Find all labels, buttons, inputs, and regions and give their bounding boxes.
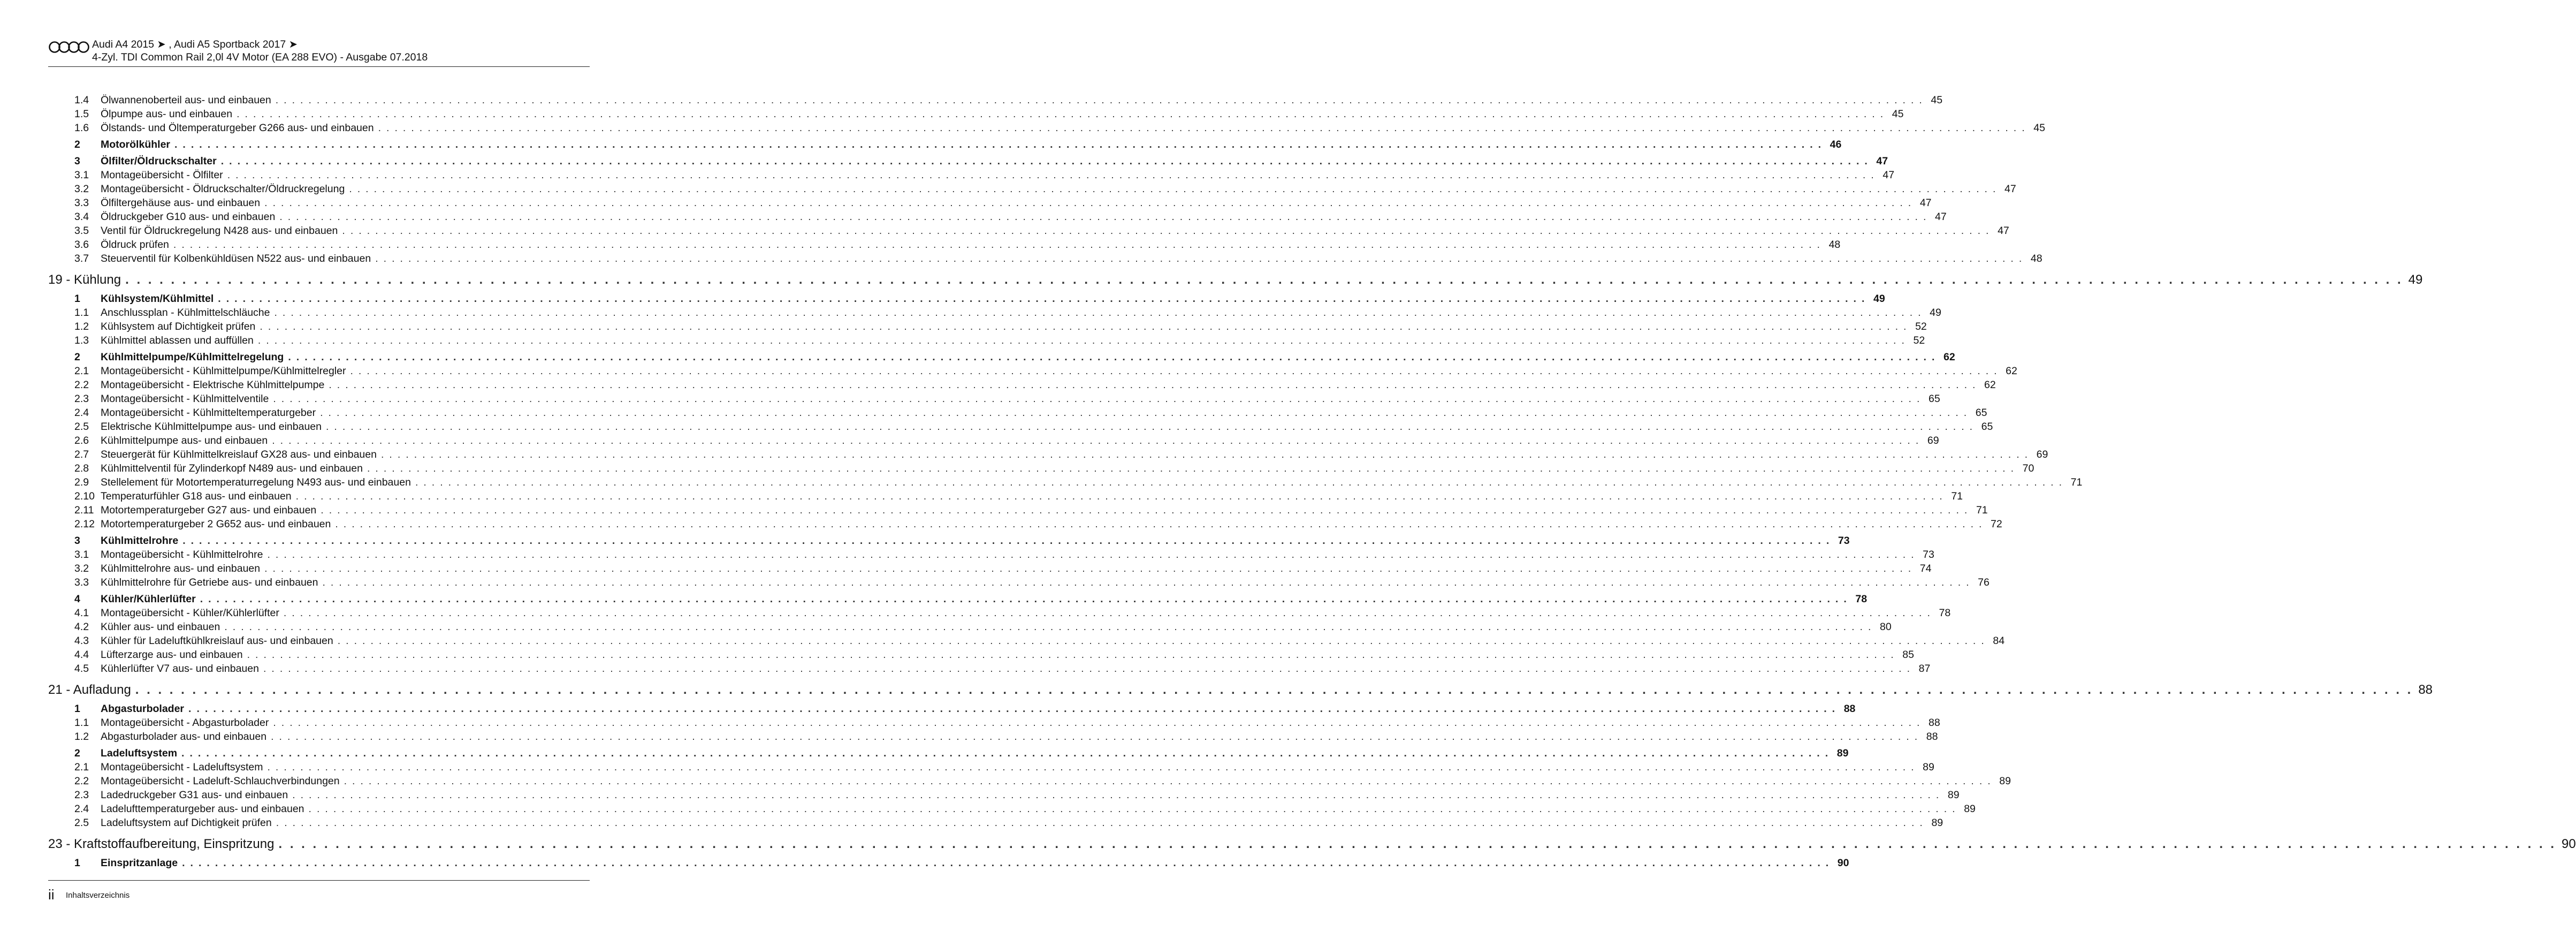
toc-entry-number: 4 [74,593,80,605]
audi-rings-logo [48,41,90,54]
toc-entry-page: 47 [2004,183,2016,195]
toc-entry-title: Kühlmittelventil für Zylinderkopf N489 aus- und einbauen [101,463,363,474]
toc-entry-page: 49 [1873,293,1885,305]
toc-subsection-entry[interactable] [48,760,1934,774]
toc-entry-number: 4.3 [74,635,89,647]
toc-subsection-entry[interactable] [48,634,2005,648]
toc-entry-title: Montageübersicht - Öldruckschalter/Öldruckregelung [101,183,345,195]
toc-dot-leader: . . . . . . . . . . . . . . . . . . . . . . . . . . . . . . . . . . . . . . . . . . . . . . . . . . . . . . . . . . . . . . . . . . . . . . . . . . . . . . . . . . . . . . . . . . . . . . . . . . . . . . . . . . . . . . . . . . . . . . . . . . . . . . . . . . . . . . . . . . . . . . . . . . . . . . . . . . . . . . . . . . . . . . . . . . . . . . . . . . . . . . . . . . . . . . . . . . . . . . . . [329,379,1977,391]
toc-dot-leader: . . . . . . . . . . . . . . . . . . . . . . . . . . . . . . . . . . . . . . . . . . . . . . . . . . . . . . . . . . . . . . . . . . . . . . . . . . . . . . . . . . . . . . . . . . . . . . . . . . . . . . . . . . . . . . . . . . . . . . . . . . . . . . . . . . . . . . . . . . . . . . . . . . . . . . . . . . . . . . . . . . . . . . . . . . . . . . . . . . . . . . . . . . . . . . . . . . . . . . . . [321,504,1969,516]
toc-subsection-entry[interactable] [48,306,1941,320]
toc-subsection-entry[interactable] [48,420,1993,434]
toc-dot-leader: . . . . . . . . . . . . . . . . . . . . . . . . . . . . . . . . . . . . . . . . . . . . . . . . . . . . . . . . . . . . . . . . . . . . . . . . . . . . . . . . . . . . . . . . . . . . . . . . . . . . . . . . . . . . . . . . . . . . . . . . . . . . . . . . . . . . . . . . . . . . . . . . . . . . . . . . . . . . . . . . . . . . . . . . . . . . . . . . . . . . . . . . . . . . . . . . . . . . . . . . [380,449,2029,460]
toc-entry-page: 89 [1836,747,1849,759]
toc-entry-page: 62 [1984,379,1996,391]
toc-entry-number: 3 [74,535,80,547]
toc-dot-leader: . . . . . . . . . . . . . . . . . . . . . . . . . . . . . . . . . . . . . . . . . . . . . . . . . . . . . . . . . . . . . . . . . . . . . . . . . . . . . . . . . . . . . . . . . . . . . . . . . . . . . . . . . . . . . . . . . . . . . . . . . . . . . . . . . . . . . . . . . . . . . . . . . . . . . . . . . . . . . . . . . . . . . . . . . . . . . . . . . . . . . . . . . . . . . . . . . . . . . . . . [263,663,1911,675]
toc-subsection-entry[interactable] [48,562,1932,575]
toc-dot-leader: . . . . . . . . . . . . . . . . . . . . . . . . . . . . . . . . . . . . . . . . . . . . . . . . . . . . . . . . . . . . . . . . . . . . . . . . . . . . . . . . . . . . . . . . . . . . . . . . . . . . . . . . . . . . . . . . . . . . . . . . . . . . . . . . . . . . . . . . . . . . . . . . . . . . . . . . . . . . . . . . . . . . . . . . . . . . . . . . . . . . . . . . . . . . . . . . . . . . . . . . [279,211,1927,223]
toc-entry-page: 84 [1993,635,2005,647]
toc-subsection-entry[interactable] [48,378,1996,392]
toc-entry-title: 21 - Aufladung [48,683,131,697]
toc-entry-title: Kühlerlüfter V7 aus- und einbauen [101,663,259,675]
toc-entry-title: Montageübersicht - Kühlmittelpumpe/Kühlmittelregler [101,365,346,377]
header-divider [48,66,590,67]
toc-entry-page: 47 [1934,211,1947,223]
toc-entry-title: Elektrische Kühlmittelpumpe aus- und einbauen [101,421,322,433]
toc-entry-title: Abgasturbolader [101,703,185,715]
toc-entry-page: 69 [2036,449,2048,460]
toc-entry-number: 2.9 [74,476,89,488]
toc-entry-number: 4.1 [74,607,89,619]
toc-entry-page: 65 [1981,421,1993,433]
toc-dot-leader: . . . . . . . . . . . . . . . . . . . . . . . . . . . . . . . . . . . . . . . . . . . . . . . . . . . . . . . . . . . . . . . . . . . . . . . . . . . . . . . . . . . . . . . . . . . . . . . . . . . . . . . . . . . . . . . . . . . . . . . . . . . . . . . . . . . . . . . . . . . . . . . . . . . . . . . . . . . . . . . . . . . . . . . . . . . . . . . . . . . . . . . . . . . . . . . . . . . . . . . . [335,518,1983,530]
toc-entry-number: 1.6 [74,122,89,134]
toc-entry-number: 2.4 [74,803,89,815]
toc-entry-number: 3.5 [74,225,89,237]
toc-entry-title: Montageübersicht - Elektrische Kühlmittelpumpe [101,379,325,391]
toc-entry-page: 46 [1830,139,1842,150]
toc-dot-leader: . . . . . . . . . . . . . . . . . . . . . . . . . . . . . . . . . . . . . . . . . . . . . . . . . . . . . . . . . . . . . . . . . . . . . . . . . . . . . . . . . . . . . . . . . . . . . . . . . . . . . . . . . . . . . . . . . . . . . . . . . . . . . . . . . . . . . . . . . . . . . . . . . . . . . . . . . . . . . . . . . . . . . . . . . . . . . . . . . . . . . . . . . . . . . . . . . . . . . . . . [349,183,1997,195]
toc-dot-leader: . . . . . . . . . . . . . . . . . . . . . . . . . . . . . . . . . . . . . . . . . . . . . . . . . . . . . . . . . . . . . . . . . . . . . . . . . . . . . . . . . . . . . . . . . . . . . . . . . . . . . . . . . . . . . . . . . . . . . . . . . . . . . . . . . . . . . . . . . . . . . . . . . . . . . . . . . . . . . . . . . . . . . . . . . . . . . . . . . . . . . . . . . . . . . . . . . . . . . . . . [264,197,1912,209]
toc-subsection-entry[interactable] [48,196,1932,210]
toc-dot-leader: . . . . . . . . . . . . . . . . . . . . . . . . . . . . . . . . . . . . . . . . . . . . . . . . . . . . . . . . . . . . . . . . . . . . . . . . . . . . . . . . . . . . . . . . . . . . . . . . . . . . . . . . . . . . . . . . . . . . . . . . . . . . . . . . . . . . . . . . . . . . . . . . . . . . . . . . . . . . . . . . . . . . . . . . . . . . . . . . . . . . . . . . . . . . . . . . . . . . . . . . [308,803,1956,815]
toc-entry-number: 3.1 [74,549,89,561]
toc-entry-number: 1 [74,293,80,305]
toc-entry-page: 89 [1964,803,1976,815]
toc-entry-title: Ölwannenoberteil aus- und einbauen [101,94,271,106]
toc-entry-page: 71 [2070,476,2083,488]
toc-dot-leader: . . . . . . . . . . . . . . . . . . . . . . . . . . . . . . . . . . . . . . . . . . . . . . . . . . . . . . . . . . . . . . . . . . . . . . . . . . . . . . . . . . . . . . . . . . . . . . . . . . . . . . . . . . . . . . . . . . . . . . . . . . . . . . . . . . . . . . . . . . . . . . . . . . . . . . . . . . . . . . . . . . . . . . . . . . . . . . . . . . . . . . . . . . . . . . . . . . . . . . . . [337,635,1986,647]
toc-subsection-entry[interactable] [48,489,1963,503]
toc-subsection-entry[interactable] [48,475,2083,489]
toc-entry-page: 69 [1927,435,1939,446]
toc-entry-page: 47 [1883,169,1895,181]
toc-subsection-entry[interactable] [48,620,1892,634]
toc-dot-leader: . . . . . . . . . . . . . . . . . . . . . . . . . . . . . . . . . . . . . . . . . . . . . . . . . . . . . . . . . . . . . . . . . . . . . . . . . . . . . . . . . . . . . . . . . . . . . . . . . . . . . . . . . . . . . . . . . . . . . . . . . . . . . . . . . . . . . . . . . . . . . . . . . . . . . . . . . . . . . . . . . . . . . . . . . . . . . . . . . . . . . . . . . . . . . . . . . . . . . . . . [320,407,1968,419]
toc-entry-title: Motorölkühler [101,139,170,150]
toc-subsection-entry[interactable] [48,648,1914,662]
toc-entry-page: 48 [1828,239,1841,251]
toc-subsection-entry[interactable] [48,252,2042,266]
toc-entry-number: 2.2 [74,379,89,391]
toc-entry-number: 1.3 [74,335,89,346]
toc-dot-leader: . . . . . . . . . . . . . . . . . . . . . . . . . . . . . . . . . . . . . . . . . . . . . . . . . . . . . . . . . . . . . . . . . . . . . . . . . . . . . . . . . . . . . . . . . . . . . . . . . . . . . . . . . . . . . . . . . . . . . . . . . . . . . . . . . . . . . . . . . . . . . . . . . . . . . . . . . . . . . . . . . . . . . . . . . . . . . . . . . . . . . . . . . . . . . . . . . . . . . . . . [292,789,1940,801]
toc-dot-leader: . . . . . . . . . . . . . . . . . . . . . . . . . . . . . . . . . . . . . . . . . . . . . . . . . . . . . . . . . . . . . . . . . . . . . . . . . . . . . . . . . . . . . . . . . . . . . . . . . . . . . . . . . . . . . . . . . . . . . . . . . . . . . . . . . . . . . . . . . . . . . . . . . . . . . . . . . . . . . . . . . . . . . . . . . . . . . . . . . . . . . . . . . . . . . . . . . . . . . . . . [272,435,1920,446]
toc-subsection-entry[interactable] [48,774,2011,788]
toc-entry-number: 2.6 [74,435,89,446]
toc-subsection-entry[interactable] [48,392,1940,406]
toc-entry-number: 3.2 [74,183,89,195]
toc-entry-title: Montageübersicht - Kühlmittelrohre [101,549,263,561]
toc-subsection-entry[interactable] [48,802,1976,816]
toc-entry-number: 2.4 [74,407,89,419]
toc-entry-title: Montageübersicht - Kühlmittelventile [101,393,269,405]
toc-entry-title: Steuerventil für Kolbenkühldüsen N522 aus- und einbauen [101,253,371,264]
toc-entry-number: 1 [74,703,80,715]
toc-subsection-entry[interactable] [48,210,1947,224]
toc-entry-page: 45 [1931,94,1943,106]
toc-entry-page: 62 [1944,351,1955,363]
toc-subsection-entry[interactable] [48,364,2017,378]
toc-entry-number: 3 [74,155,80,167]
toc-entry-title: Kühler aus- und einbauen [101,621,220,633]
toc-dot-leader: . . . . . . . . . . . . . . . . . . . . . . . . . . . . . . . . . . . . . . . . . . . . . . . . . . . . . . . . . . . . . . . . . . . . . . . . . . . . . . . . . . . . . . . . . . . . . . . . . . . . . . . . . . . . . . . . . . . . . . . . . . . . . . . . . . . . . . . . . . . . . . . . . . . . . . . . . . . . . . . . . . . . . . . . . . . . . . . . . . . . . . . . . . . . . . . . . . . . . . . . [271,731,1919,743]
toc-entry-number: 2.1 [74,365,89,377]
toc-entry-number: 2.8 [74,463,89,474]
toc-dot-leader: . . . . . . . . . . . . . . . . . . . . . . . . . . . . . . . . . . . . . . . . . . . . . . . . . . . . . . . . . . . . . . . . . . . . . . . . . . . . . . . . . . . . . . . . . . . . . . . . . . . . . . . . . . . . . . . . . . . . . . . . . . . . . . . . . . . . . . . . . . . . . . . . . . . . . . . . . . . . . . . . . . . . . . . . . . . . . . . . . . . . . . . . . . . . . . . . . . . . . . . . [264,563,1912,574]
toc-entry-page: 76 [1978,577,1990,588]
toc-entry-page: 73 [1923,549,1934,561]
toc-subsection-entry[interactable] [48,406,1987,420]
toc-entry-title: Lüfterzarge aus- und einbauen [101,649,243,661]
toc-entry-title: Anschlussplan - Kühlmittelschläuche [101,307,270,319]
toc-subsection-entry[interactable] [48,517,2002,531]
toc-chapter-entry[interactable] [48,835,2576,853]
toc-dot-leader: . . . . . . . . . . . . . . . . . . . . . . . . . . . . . . . . . . . . . . . . . . . . . . . . . . . . . . . . . . . . . . . . . . . . . . . . . . . . . . . . . . . . . . . . . . . . . . . . . . . . . . . . . . . . . . . . . . . . . . . . . . . . . . . . . . . . . . . . . . . . . . . . . . . . . . . . . . . . . . . . . . . . . . . . . . . . . . . . . . . . . . . . . . . . . . . . . . . . . . . . [181,747,1830,759]
toc-entry-number: 2.7 [74,449,89,460]
toc-entry-page: 88 [1843,703,1856,715]
toc-entry-page: 88 [1926,731,1938,743]
toc-dot-leader: . . . . . . . . . . . . . . . . . . . . . . . . . . . . . . . . . . . . . . . . . . . . . . . . . . . . . . . . . . . . . . . . . . . . . . . . . . . . . . . . . . . . . . . . . . . . . . . . . . . . . . . . . . . . . . . . . . . . . . . . . . . . . . . . . . . . . . . . . . . . . . . . . . . . . . . . . . . . . . . . . . . . . . . . . . . . . . . . . . . . . . . . . . . . . . . . . . . . . . . . [278,837,2557,851]
toc-dot-leader: . . . . . . . . . . . . . . . . . . . . . . . . . . . . . . . . . . . . . . . . . . . . . . . . . . . . . . . . . . . . . . . . . . . . . . . . . . . . . . . . . . . . . . . . . . . . . . . . . . . . . . . . . . . . . . . . . . . . . . . . . . . . . . . . . . . . . . . . . . . . . . . . . . . . . . . . . . . . . . . . . . . . . . . . . . . . . . . . . . . . . . . . . . . . . . . . . . . . . . . . [200,593,1848,605]
toc-entry-number: 3.4 [74,211,89,223]
toc-chapter-entry[interactable] [48,271,2423,289]
toc-entry-number: 2.3 [74,393,89,405]
toc-entry-page: 90 [1837,857,1849,869]
toc-dot-leader: . . . . . . . . . . . . . . . . . . . . . . . . . . . . . . . . . . . . . . . . . . . . . . . . . . . . . . . . . . . . . . . . . . . . . . . . . . . . . . . . . . . . . . . . . . . . . . . . . . . . . . . . . . . . . . . . . . . . . . . . . . . . . . . . . . . . . . . . . . . . . . . . . . . . . . . . . . . . . . . . . . . . . . . . . . . . . . . . . . . . . . . . . . . . . . . . . . . . . . . . [247,649,1895,661]
toc-entry-page: 47 [1876,155,1888,167]
toc-entry-page: 89 [1947,789,1960,801]
toc-entry-page: 45 [1892,108,1904,120]
toc-entry-page: 87 [1918,663,1931,675]
toc-section-entry[interactable] [48,534,1850,548]
toc-entry-page: 88 [1929,717,1940,729]
toc-entry-title: Kühlmittelpumpe/Kühlmittelregelung [101,351,284,363]
toc-entry-number: 1.1 [74,717,89,729]
toc-entry-number: 1.2 [74,731,89,743]
table-of-contents [48,93,2576,870]
toc-subsection-entry[interactable] [48,238,1841,252]
page-header [48,39,590,66]
toc-dot-leader: . . . . . . . . . . . . . . . . . . . . . . . . . . . . . . . . . . . . . . . . . . . . . . . . . . . . . . . . . . . . . . . . . . . . . . . . . . . . . . . . . . . . . . . . . . . . . . . . . . . . . . . . . . . . . . . . . . . . . . . . . . . . . . . . . . . . . . . . . . . . . . . . . . . . . . . . . . . . . . . . . . . . . . . . . . . . . . . . . . . . . . . . . . . . . . . . . . . . . . . . [276,817,1924,829]
toc-entry-title: Ladeluftsystem auf Dichtigkeit prüfen [101,817,272,829]
toc-entry-page: 65 [1975,407,1987,419]
toc-subsection-entry[interactable] [48,716,1940,730]
toc-entry-page: 89 [1999,775,2011,787]
toc-entry-page: 70 [2022,463,2034,474]
toc-entry-title: Montageübersicht - Ladeluftsystem [101,761,263,773]
toc-entry-title: Montageübersicht - Ölfilter [101,169,223,181]
toc-subsection-entry[interactable] [48,448,2048,461]
toc-entry-number: 4.5 [74,663,89,675]
toc-entry-title: 23 - Kraftstoffaufbereitung, Einspritzung [48,837,275,851]
toc-subsection-entry[interactable] [48,606,1951,620]
toc-entry-number: 2.5 [74,421,89,433]
toc-entry-number: 2 [74,351,80,363]
toc-entry-number: 2.5 [74,817,89,829]
toc-entry-title: Kühlmittelrohre [101,535,179,547]
toc-entry-title: Kühler/Kühlerlüfter [101,593,196,605]
toc-dot-leader: . . . . . . . . . . . . . . . . . . . . . . . . . . . . . . . . . . . . . . . . . . . . . . . . . . . . . . . . . . . . . . . . . . . . . . . . . . . . . . . . . . . . . . . . . . . . . . . . . . . . . . . . . . . . . . . . . . . . . . . . . . . . . . . . . . . . . . . . . . . . . . . . . . . . . . . . . . . . . . . . . . . . . . . . . . . . . . . . . . . . . . . . . . . . . . . . . . . . . . . . [173,239,1822,251]
toc-dot-leader: . . . . . . . . . . . . . . . . . . . . . . . . . . . . . . . . . . . . . . . . . . . . . . . . . . . . . . . . . . . . . . . . . . . . . . . . . . . . . . . . . . . . . . . . . . . . . . . . . . . . . . . . . . . . . . . . . . . . . . . . . . . . . . . . . . . . . . . . . . . . . . . . . . . . . . . . . . . . . . . . . . . . . . . . . . . . . . . . . . . . . . . . . . . . . . . . . . . . . . . . [295,490,1944,502]
toc-subsection-entry[interactable] [48,816,1944,830]
toc-entry-title: Kühlmittelrohre für Getriebe aus- und einbauen [101,577,318,588]
toc-subsection-entry[interactable] [48,93,1943,107]
toc-dot-leader: . . . . . . . . . . . . . . . . . . . . . . . . . . . . . . . . . . . . . . . . . . . . . . . . . . . . . . . . . . . . . . . . . . . . . . . . . . . . . . . . . . . . . . . . . . . . . . . . . . . . . . . . . . . . . . . . . . . . . . . . . . . . . . . . . . . . . . . . . . . . . . . . . . . . . . . . . . . . . . . . . . . . . . . . . . . . . . . . . . . . . . . . . . . . . . . . . . . . . . . . [224,621,1872,633]
toc-entry-page: 52 [1915,321,1927,332]
toc-section-entry[interactable] [48,138,1842,152]
toc-subsection-entry[interactable] [48,575,1990,589]
toc-subsection-entry[interactable] [48,168,1895,182]
toc-subsection-entry[interactable] [48,182,2016,196]
toc-entry-number: 2.2 [74,775,89,787]
toc-dot-leader: . . . . . . . . . . . . . . . . . . . . . . . . . . . . . . . . . . . . . . . . . . . . . . . . . . . . . . . . . . . . . . . . . . . . . . . . . . . . . . . . . . . . . . . . . . . . . . . . . . . . . . . . . . . . . . . . . . . . . . . . . . . . . . . . . . . . . . . . . . . . . . . . . . . . . . . . . . . . . . . . . . . . . . . . . . . . . . . . . . . . . . . . . . . . . . . . . . . . . . . . [375,253,2023,264]
toc-entry-title: Ölstands- und Öltemperaturgeber G266 aus- und einbauen [101,122,374,134]
footer-label: Inhaltsverzeichnis [66,891,130,900]
footer-divider [48,880,590,881]
toc-dot-leader: . . . . . . . . . . . . . . . . . . . . . . . . . . . . . . . . . . . . . . . . . . . . . . . . . . . . . . . . . . . . . . . . . . . . . . . . . . . . . . . . . . . . . . . . . . . . . . . . . . . . . . . . . . . . . . . . . . . . . . . . . . . . . . . . . . . . . . . . . . . . . . . . . . . . . . . . . . . . . . . . . . . . . . . . . . . . . . . . . . . . . . . . . . . . . . . . . . . . . . . . [188,703,1836,715]
toc-entry-number: 3.3 [74,577,89,588]
toc-subsection-entry[interactable] [48,224,2009,238]
toc-entry-number: 3.2 [74,563,89,574]
toc-section-entry[interactable] [48,350,1955,364]
toc-entry-title: Montageübersicht - Kühler/Kühlerlüfter [101,607,279,619]
toc-section-entry[interactable] [48,592,1868,606]
toc-entry-page: 90 [2562,837,2576,851]
toc-subsection-entry[interactable] [48,461,2034,475]
toc-entry-number: 1 [74,857,80,869]
toc-entry-title: Motortemperaturgeber 2 G652 aus- und einbauen [101,518,331,530]
toc-entry-title: Montageübersicht - Kühlmitteltemperaturgeber [101,407,316,419]
toc-dot-leader: . . . . . . . . . . . . . . . . . . . . . . . . . . . . . . . . . . . . . . . . . . . . . . . . . . . . . . . . . . . . . . . . . . . . . . . . . . . . . . . . . . . . . . . . . . . . . . . . . . . . . . . . . . . . . . . . . . . . . . . . . . . . . . . . . . . . . . . . . . . . . . . . . . . . . . . . . . . . . . . . . . . . . . . . . . . . . . . . . . . . . . . . . . . . . . . . . . . . . . . . [174,139,1823,150]
toc-entry-page: 48 [2030,253,2042,264]
toc-entry-number: 3.1 [74,169,89,181]
toc-entry-page: 78 [1855,593,1868,605]
toc-entry-number: 1.4 [74,94,89,106]
toc-entry-page: 78 [1939,607,1951,619]
toc-section-entry[interactable] [48,746,1849,760]
toc-dot-leader: . . . . . . . . . . . . . . . . . . . . . . . . . . . . . . . . . . . . . . . . . . . . . . . . . . . . . . . . . . . . . . . . . . . . . . . . . . . . . . . . . . . . . . . . . . . . . . . . . . . . . . . . . . . . . . . . . . . . . . . . . . . . . . . . . . . . . . . . . . . . . . . . . . . . . . . . . . . . . . . . . . . . . . . . . . . . . . . . . . . . . . . . . . . . . . . . . . . . . . . . [218,293,1866,305]
toc-dot-leader: . . . . . . . . . . . . . . . . . . . . . . . . . . . . . . . . . . . . . . . . . . . . . . . . . . . . . . . . . . . . . . . . . . . . . . . . . . . . . . . . . . . . . . . . . . . . . . . . . . . . . . . . . . . . . . . . . . . . . . . . . . . . . . . . . . . . . . . . . . . . . . . . . . . . . . . . . . . . . . . . . . . . . . . . . . . . . . . . . . . . . . . . . . . . . . . . . . . . . . . . [288,351,1936,363]
toc-entry-page: 80 [1880,621,1892,633]
toc-dot-leader: . . . . . . . . . . . . . . . . . . . . . . . . . . . . . . . . . . . . . . . . . . . . . . . . . . . . . . . . . . . . . . . . . . . . . . . . . . . . . . . . . . . . . . . . . . . . . . . . . . . . . . . . . . . . . . . . . . . . . . . . . . . . . . . . . . . . . . . . . . . . . . . . . . . . . . . . . . . . . . . . . . . . . . . . . . . . . . . . . . . . . . . . . . . . . . . . . . . . . . . . [342,225,1990,237]
toc-dot-leader: . . . . . . . . . . . . . . . . . . . . . . . . . . . . . . . . . . . . . . . . . . . . . . . . . . . . . . . . . . . . . . . . . . . . . . . . . . . . . . . . . . . . . . . . . . . . . . . . . . . . . . . . . . . . . . . . . . . . . . . . . . . . . . . . . . . . . . . . . . . . . . . . . . . . . . . . . . . . . . . . . . . . . . . . . . . . . . . . . . . . . . . . . . . . . . . . . . . . . . . . [267,549,1915,561]
toc-entry-page: 89 [1923,761,1934,773]
toc-entry-title: Ladeluftsystem [101,747,178,759]
toc-entry-title: Kühlmittelpumpe aus- und einbauen [101,435,268,446]
toc-section-entry[interactable] [48,856,1849,870]
toc-subsection-entry[interactable] [48,434,1939,448]
toc-dot-leader: . . . . . . . . . . . . . . . . . . . . . . . . . . . . . . . . . . . . . . . . . . . . . . . . . . . . . . . . . . . . . . . . . . . . . . . . . . . . . . . . . . . . . . . . . . . . . . . . . . . . . . . . . . . . . . . . . . . . . . . . . . . . . . . . . . . . . . . . . . . . . . . . . . . . . . . . . . . . . . . . . . . . . . . . . . . . . . . . . . . . . . . . . . . . . . . . . . . . . . . . [274,307,1922,319]
toc-entry-title: Kühlsystem/Kühlmittel [101,293,214,305]
toc-section-entry[interactable] [48,292,1885,306]
toc-entry-page: 49 [2408,272,2423,287]
toc-entry-page: 52 [1913,335,1925,346]
toc-entry-number: 2 [74,747,80,759]
toc-entry-number: 4.2 [74,621,89,633]
toc-dot-leader: . . . . . . . . . . . . . . . . . . . . . . . . . . . . . . . . . . . . . . . . . . . . . . . . . . . . . . . . . . . . . . . . . . . . . . . . . . . . . . . . . . . . . . . . . . . . . . . . . . . . . . . . . . . . . . . . . . . . . . . . . . . . . . . . . . . . . . . . . . . . . . . . . . . . . . . . . . . . . . . . . . . . . . . . . . . . . . . . . . . . . . . . . . . . . . . . . . . . . . . . [182,857,1830,869]
toc-entry-title: Kühler für Ladeluftkühlkreislauf aus- und einbauen [101,635,333,647]
toc-subsection-entry[interactable] [48,788,1960,802]
toc-entry-title: Ventil für Öldruckregelung N428 aus- und einbauen [101,225,338,237]
toc-entry-page: 89 [1931,817,1944,829]
toc-entry-title: Montageübersicht - Abgasturbolader [101,717,269,729]
toc-entry-title: Temperaturfühler G18 aus- und einbauen [101,490,292,502]
toc-entry-number: 2.11 [74,504,94,516]
toc-chapter-entry[interactable] [48,681,2433,699]
toc-entry-title: Öldruck prüfen [101,239,169,251]
toc-entry-page: 49 [1930,307,1941,319]
toc-entry-title: Ölpumpe aus- und einbauen [101,108,233,120]
toc-entry-page: 71 [1976,504,1988,516]
toc-entry-number: 1.5 [74,108,89,120]
toc-dot-leader: . . . . . . . . . . . . . . . . . . . . . . . . . . . . . . . . . . . . . . . . . . . . . . . . . . . . . . . . . . . . . . . . . . . . . . . . . . . . . . . . . . . . . . . . . . . . . . . . . . . . . . . . . . . . . . . . . . . . . . . . . . . . . . . . . . . . . . . . . . . . . . . . . . . . . . . . . . . . . . . . . . . . . . . . . . . . . . . . . . . . . . . . . . . . . . . . . . . . . . . . [275,94,1924,106]
toc-entry-number: 2 [74,139,80,150]
toc-entry-page: 47 [1998,225,2009,237]
toc-entry-title: Öldruckgeber G10 aus- und einbauen [101,211,276,223]
toc-entry-title: Kühlmittelrohre aus- und einbauen [101,563,261,574]
toc-dot-leader: . . . . . . . . . . . . . . . . . . . . . . . . . . . . . . . . . . . . . . . . . . . . . . . . . . . . . . . . . . . . . . . . . . . . . . . . . . . . . . . . . . . . . . . . . . . . . . . . . . . . . . . . . . . . . . . . . . . . . . . . . . . . . . . . . . . . . . . . . . . . . . . . . . . . . . . . . . . . . . . . . . . . . . . . . . . . . . . . . . . . . . . . . . . . . . . . . . . . . . . . [135,683,2413,697]
toc-section-entry[interactable] [48,154,1888,168]
toc-entry-title: Abgasturbolader aus- und einbauen [101,731,267,743]
toc-entry-page: 88 [2418,683,2433,697]
toc-entry-title: Kühlmittel ablassen und auffüllen [101,335,254,346]
toc-subsection-entry[interactable] [48,503,1988,517]
toc-entry-page: 65 [1929,393,1940,405]
toc-subsection-entry[interactable] [48,107,1904,121]
toc-entry-title: Einspritzanlage [101,857,178,869]
toc-entry-title: Ladedruckgeber G31 aus- und einbauen [101,789,288,801]
toc-dot-leader: . . . . . . . . . . . . . . . . . . . . . . . . . . . . . . . . . . . . . . . . . . . . . . . . . . . . . . . . . . . . . . . . . . . . . . . . . . . . . . . . . . . . . . . . . . . . . . . . . . . . . . . . . . . . . . . . . . . . . . . . . . . . . . . . . . . . . . . . . . . . . . . . . . . . . . . . . . . . . . . . . . . . . . . . . . . . . . . . . . . . . . . . . . . . . . . . . . . . . . . . [367,463,2015,474]
toc-entry-page: 45 [2033,122,2045,134]
toc-entry-number: 3.6 [74,239,89,251]
toc-entry-title: Steuergerät für Kühlmittelkreislauf GX28 aus- und einbauen [101,449,377,460]
toc-entry-page: 73 [1838,535,1850,547]
toc-entry-number: 4.4 [74,649,89,661]
toc-entry-number: 3.7 [74,253,89,264]
toc-entry-number: 1.1 [74,307,89,319]
toc-entry-page: 85 [1902,649,1914,661]
toc-entry-title: Montageübersicht - Ladeluft-Schlauchverbindungen [101,775,340,787]
toc-entry-title: 19 - Kühlung [48,272,121,287]
toc-entry-title: Ölfiltergehäuse aus- und einbauen [101,197,261,209]
toc-dot-leader: . . . . . . . . . . . . . . . . . . . . . . . . . . . . . . . . . . . . . . . . . . . . . . . . . . . . . . . . . . . . . . . . . . . . . . . . . . . . . . . . . . . . . . . . . . . . . . . . . . . . . . . . . . . . . . . . . . . . . . . . . . . . . . . . . . . . . . . . . . . . . . . . . . . . . . . . . . . . . . . . . . . . . . . . . . . . . . . . . . . . . . . . . . . . . . . . . . . . . . . . [415,476,2063,488]
toc-dot-leader: . . . . . . . . . . . . . . . . . . . . . . . . . . . . . . . . . . . . . . . . . . . . . . . . . . . . . . . . . . . . . . . . . . . . . . . . . . . . . . . . . . . . . . . . . . . . . . . . . . . . . . . . . . . . . . . . . . . . . . . . . . . . . . . . . . . . . . . . . . . . . . . . . . . . . . . . . . . . . . . . . . . . . . . . . . . . . . . . . . . . . . . . . . . . . . . . . . . . . . . . [378,122,2026,134]
toc-dot-leader: . . . . . . . . . . . . . . . . . . . . . . . . . . . . . . . . . . . . . . . . . . . . . . . . . . . . . . . . . . . . . . . . . . . . . . . . . . . . . . . . . . . . . . . . . . . . . . . . . . . . . . . . . . . . . . . . . . . . . . . . . . . . . . . . . . . . . . . . . . . . . . . . . . . . . . . . . . . . . . . . . . . . . . . . . . . . . . . . . . . . . . . . . . . . . . . . . . . . . . . . [220,155,1869,167]
toc-dot-leader: . . . . . . . . . . . . . . . . . . . . . . . . . . . . . . . . . . . . . . . . . . . . . . . . . . . . . . . . . . . . . . . . . . . . . . . . . . . . . . . . . . . . . . . . . . . . . . . . . . . . . . . . . . . . . . . . . . . . . . . . . . . . . . . . . . . . . . . . . . . . . . . . . . . . . . . . . . . . . . . . . . . . . . . . . . . . . . . . . . . . . . . . . . . . . . . . . . . . . . . . [273,393,1921,405]
toc-subsection-entry[interactable] [48,662,1931,676]
toc-entry-number: 2.3 [74,789,89,801]
toc-dot-leader: . . . . . . . . . . . . . . . . . . . . . . . . . . . . . . . . . . . . . . . . . . . . . . . . . . . . . . . . . . . . . . . . . . . . . . . . . . . . . . . . . . . . . . . . . . . . . . . . . . . . . . . . . . . . . . . . . . . . . . . . . . . . . . . . . . . . . . . . . . . . . . . . . . . . . . . . . . . . . . . . . . . . . . . . . . . . . . . . . . . . . . . . . . . . . . . . . . . . . . . . [182,535,1831,547]
toc-subsection-entry[interactable] [48,548,1934,562]
toc-dot-leader: . . . . . . . . . . . . . . . . . . . . . . . . . . . . . . . . . . . . . . . . . . . . . . . . . . . . . . . . . . . . . . . . . . . . . . . . . . . . . . . . . . . . . . . . . . . . . . . . . . . . . . . . . . . . . . . . . . . . . . . . . . . . . . . . . . . . . . . . . . . . . . . . . . . . . . . . . . . . . . . . . . . . . . . . . . . . . . . . . . . . . . . . . . . . . . . . . . . . . . . . [350,365,1998,377]
toc-entry-page: 71 [1951,490,1963,502]
toc-dot-leader: . . . . . . . . . . . . . . . . . . . . . . . . . . . . . . . . . . . . . . . . . . . . . . . . . . . . . . . . . . . . . . . . . . . . . . . . . . . . . . . . . . . . . . . . . . . . . . . . . . . . . . . . . . . . . . . . . . . . . . . . . . . . . . . . . . . . . . . . . . . . . . . . . . . . . . . . . . . . . . . . . . . . . . . . . . . . . . . . . . . . . . . . . . . . . . . . . . . . . . . . [326,421,1974,433]
toc-entry-number: 2.12 [74,518,95,530]
toc-entry-number: 1.2 [74,321,89,332]
toc-entry-page: 72 [1991,518,2002,530]
toc-entry-page: 74 [1919,563,1932,574]
header-subtitle: 4-Zyl. TDI Common Rail 2,0l 4V Motor (EA 288 EVO) - Ausgabe 07.2018 [92,51,428,63]
toc-entry-title: Motortemperaturgeber G27 aus- und einbauen [101,504,317,516]
toc-entry-number: 2.1 [74,761,89,773]
toc-dot-leader: . . . . . . . . . . . . . . . . . . . . . . . . . . . . . . . . . . . . . . . . . . . . . . . . . . . . . . . . . . . . . . . . . . . . . . . . . . . . . . . . . . . . . . . . . . . . . . . . . . . . . . . . . . . . . . . . . . . . . . . . . . . . . . . . . . . . . . . . . . . . . . . . . . . . . . . . . . . . . . . . . . . . . . . . . . . . . . . . . . . . . . . . . . . . . . . . . . . . . . . . [322,577,1970,588]
toc-subsection-entry[interactable] [48,334,1925,347]
toc-subsection-entry[interactable] [48,730,1938,744]
toc-dot-leader: . . . . . . . . . . . . . . . . . . . . . . . . . . . . . . . . . . . . . . . . . . . . . . . . . . . . . . . . . . . . . . . . . . . . . . . . . . . . . . . . . . . . . . . . . . . . . . . . . . . . . . . . . . . . . . . . . . . . . . . . . . . . . . . . . . . . . . . . . . . . . . . . . . . . . . . . . . . . . . . . . . . . . . . . . . . . . . . . . . . . . . . . . . . . . . . . . . . . . . . . [273,717,1921,729]
toc-entry-title: Stellelement für Motortemperaturregelung N493 aus- und einbauen [101,476,411,488]
toc-entry-title: Ladelufttemperaturgeber aus- und einbauen [101,803,304,815]
toc-subsection-entry[interactable] [48,320,1927,334]
toc-entry-number: 2.10 [74,490,95,502]
toc-dot-leader: . . . . . . . . . . . . . . . . . . . . . . . . . . . . . . . . . . . . . . . . . . . . . . . . . . . . . . . . . . . . . . . . . . . . . . . . . . . . . . . . . . . . . . . . . . . . . . . . . . . . . . . . . . . . . . . . . . . . . . . . . . . . . . . . . . . . . . . . . . . . . . . . . . . . . . . . . . . . . . . . . . . . . . . . . . . . . . . . . . . . . . . . . . . . . . . . . . . . . . . . [283,607,1932,619]
toc-dot-leader: . . . . . . . . . . . . . . . . . . . . . . . . . . . . . . . . . . . . . . . . . . . . . . . . . . . . . . . . . . . . . . . . . . . . . . . . . . . . . . . . . . . . . . . . . . . . . . . . . . . . . . . . . . . . . . . . . . . . . . . . . . . . . . . . . . . . . . . . . . . . . . . . . . . . . . . . . . . . . . . . . . . . . . . . . . . . . . . . . . . . . . . . . . . . . . . . . . . . . . . . [260,321,1908,332]
toc-entry-title: Ölfilter/Öldruckschalter [101,155,217,167]
toc-entry-number: 3.3 [74,197,89,209]
footer-page-number: ii [48,887,55,903]
toc-entry-page: 47 [1919,197,1932,209]
toc-dot-leader: . . . . . . . . . . . . . . . . . . . . . . . . . . . . . . . . . . . . . . . . . . . . . . . . . . . . . . . . . . . . . . . . . . . . . . . . . . . . . . . . . . . . . . . . . . . . . . . . . . . . . . . . . . . . . . . . . . . . . . . . . . . . . . . . . . . . . . . . . . . . . . . . . . . . . . . . . . . . . . . . . . . . . . . . . . . . . . . . . . . . . . . . . . . . . . . . . . . . . . . . [267,761,1915,773]
toc-dot-leader: . . . . . . . . . . . . . . . . . . . . . . . . . . . . . . . . . . . . . . . . . . . . . . . . . . . . . . . . . . . . . . . . . . . . . . . . . . . . . . . . . . . . . . . . . . . . . . . . . . . . . . . . . . . . . . . . . . . . . . . . . . . . . . . . . . . . . . . . . . . . . . . . . . . . . . . . . . . . . . . . . . . . . . . . . . . . . . . . . . . . . . . . . . . . . . . . . . . . . . . . [344,775,1992,787]
toc-dot-leader: . . . . . . . . . . . . . . . . . . . . . . . . . . . . . . . . . . . . . . . . . . . . . . . . . . . . . . . . . . . . . . . . . . . . . . . . . . . . . . . . . . . . . . . . . . . . . . . . . . . . . . . . . . . . . . . . . . . . . . . . . . . . . . . . . . . . . . . . . . . . . . . . . . . . . . . . . . . . . . . . . . . . . . . . . . . . . . . . . . . . . . . . . . . . . . . . . . . . . . . . [237,108,1885,120]
toc-dot-leader: . . . . . . . . . . . . . . . . . . . . . . . . . . . . . . . . . . . . . . . . . . . . . . . . . . . . . . . . . . . . . . . . . . . . . . . . . . . . . . . . . . . . . . . . . . . . . . . . . . . . . . . . . . . . . . . . . . . . . . . . . . . . . . . . . . . . . . . . . . . . . . . . . . . . . . . . . . . . . . . . . . . . . . . . . . . . . . . . . . . . . . . . . . . . . . . . . . . . . . . . [125,272,2403,287]
toc-section-entry[interactable] [48,702,1856,716]
toc-dot-leader: . . . . . . . . . . . . . . . . . . . . . . . . . . . . . . . . . . . . . . . . . . . . . . . . . . . . . . . . . . . . . . . . . . . . . . . . . . . . . . . . . . . . . . . . . . . . . . . . . . . . . . . . . . . . . . . . . . . . . . . . . . . . . . . . . . . . . . . . . . . . . . . . . . . . . . . . . . . . . . . . . . . . . . . . . . . . . . . . . . . . . . . . . . . . . . . . . . . . . . . . [257,335,1906,346]
toc-entry-title: Kühlsystem auf Dichtigkeit prüfen [101,321,256,332]
toc-subsection-entry[interactable] [48,121,2045,135]
toc-dot-leader: . . . . . . . . . . . . . . . . . . . . . . . . . . . . . . . . . . . . . . . . . . . . . . . . . . . . . . . . . . . . . . . . . . . . . . . . . . . . . . . . . . . . . . . . . . . . . . . . . . . . . . . . . . . . . . . . . . . . . . . . . . . . . . . . . . . . . . . . . . . . . . . . . . . . . . . . . . . . . . . . . . . . . . . . . . . . . . . . . . . . . . . . . . . . . . . . . . . . . . . . [227,169,1876,181]
toc-entry-page: 62 [2006,365,2017,377]
header-title: Audi A4 2015 ➤ , Audi A5 Sportback 2017 ➤ [92,39,298,50]
